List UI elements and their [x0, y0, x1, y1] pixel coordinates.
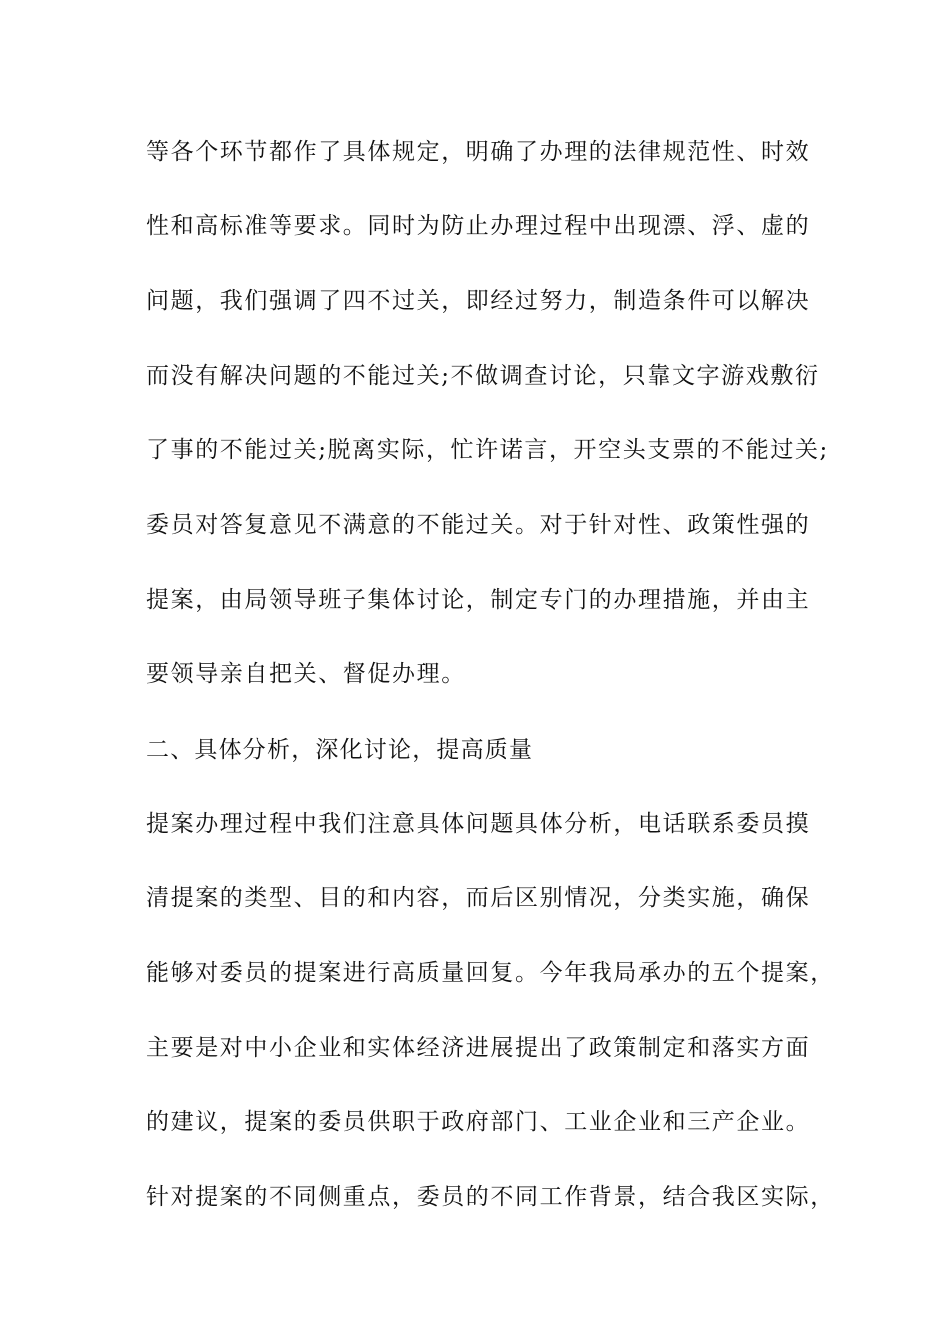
- paragraph-1-line-2: 性和高标准等要求。同时为防止办理过程中出现漂、浮、虚的: [146, 213, 811, 239]
- paragraph-1-line-6: 委员对答复意见不满意的不能过关。对于针对性、政策性强的: [146, 512, 811, 538]
- paragraph-1-line-4: 而没有解决问题的不能过关;不做调查讨论，只靠文字游戏敷衍: [146, 363, 820, 389]
- paragraph-1-line-1: 等各个环节都作了具体规定，明确了办理的法律规范性、时效: [146, 139, 811, 165]
- paragraph-2-line-4: 主要是对中小企业和实体经济进展提出了政策制定和落实方面: [146, 1035, 811, 1061]
- paragraph-1-line-7: 提案，由局领导班子集体讨论，制定专门的办理措施，并由主: [146, 587, 811, 613]
- paragraph-2-line-2: 清提案的类型、目的和内容，而后区别情况，分类实施，确保: [146, 885, 811, 911]
- paragraph-2-line-1: 提案办理过程中我们注意具体问题具体分析，电话联系委员摸: [146, 811, 811, 837]
- paragraph-2-line-5: 的建议，提案的委员供职于政府部门、工业企业和三产企业。: [146, 1109, 811, 1135]
- section-heading: 二、具体分析，深化讨论，提高质量: [146, 737, 534, 763]
- paragraph-1-line-8: 要领导亲自把关、督促办理。: [146, 661, 466, 687]
- paragraph-1-line-5: 了事的不能过关;脱离实际，忙许诺言，开空头支票的不能过关;: [146, 437, 829, 463]
- paragraph-2-line-3: 能够对委员的提案进行高质量回复。今年我局承办的五个提案，: [146, 960, 835, 986]
- paragraph-1-line-3: 问题，我们强调了四不过关，即经过努力，制造条件可以解决: [146, 288, 811, 314]
- paragraph-2-line-6: 针对提案的不同侧重点，委员的不同工作背景，结合我区实际，: [146, 1184, 835, 1210]
